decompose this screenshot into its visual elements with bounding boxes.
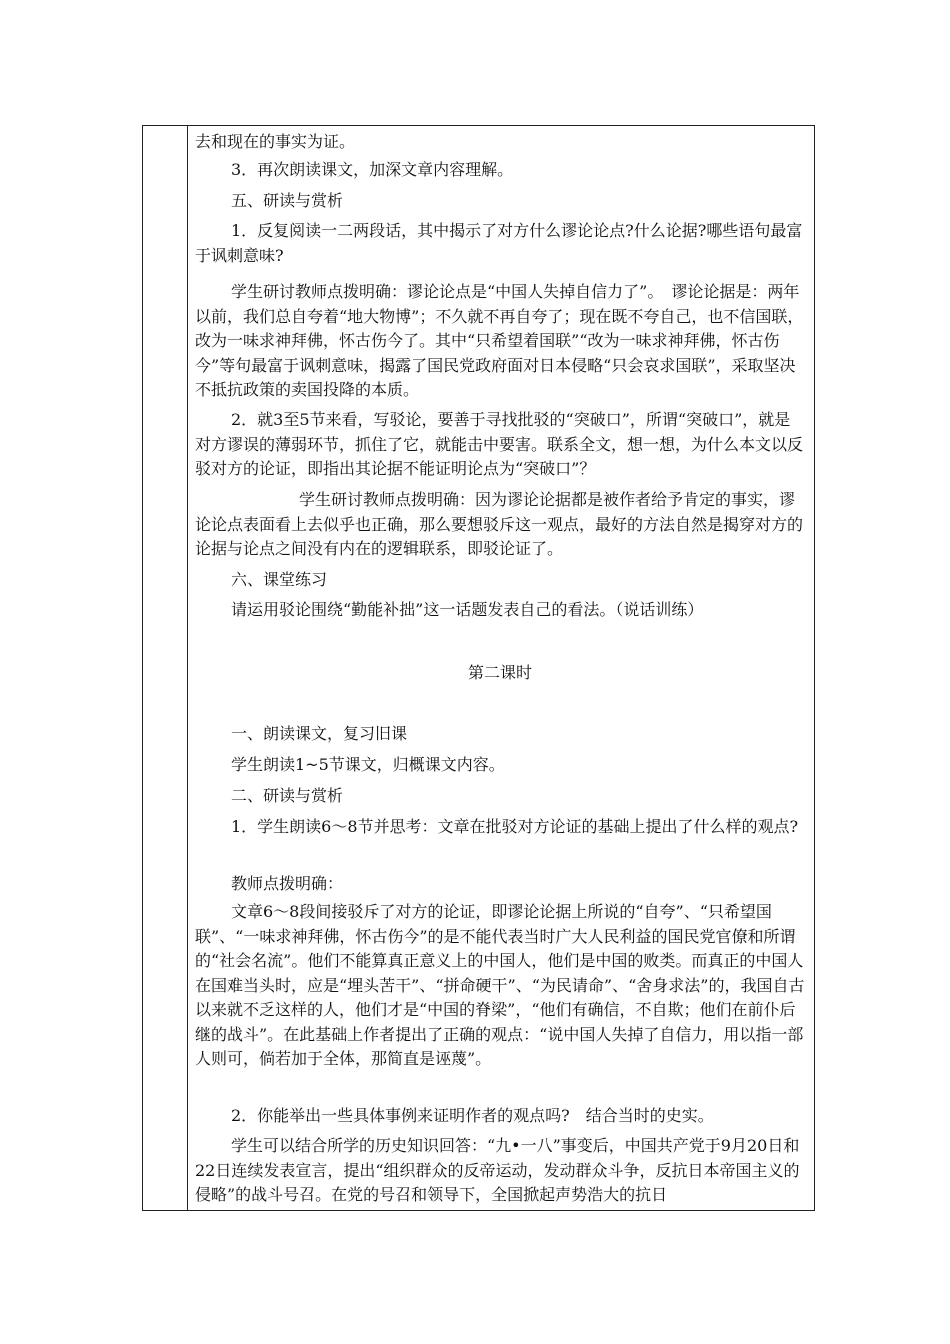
lesson-subtitle: 第二课时 [467,663,532,682]
paragraph: 学生研讨教师点拨明确：谬论论点是“中国人失掉自信力了”。 谬论论据是：两年以前，我们总自夸着“地大物博”；不久就不再自夸了；现在既不夸自己，也不信国联，改为一味求神拜佛，怀古伤今了。其中“只希望着国联”“改为一味求神拜佛，怀古伤今”等句最富于讽刺意味，揭露了国民党政府面对日本侵略“只会哀求国联”，采取坚决不抵抗政策的卖国投降的本质。 [195,282,804,399]
paragraph: 去和现在的事实为证。 [195,132,356,151]
left-column [143,126,188,1210]
section-heading: 二、研读与赏析 [231,786,344,805]
paragraph: 文章6～8段间接驳斥了对方的论证，即谬论论据上所说的“自夸”、“只希望国联”、“一味求神拜佛，怀古伤今”的是不能代表当时广大人民利益的国民党官僚和所谓的“社会名流”。他们不能算真正意义上的中国人，他们是中国的败类。而真正的中国人在国难当头时，应是“埋头苦干”、“拼命硬干”、“为民请命”、“舍身求法”的，我国自古以来就不乏这样的人，他们才是“中国的脊梁”，“他们有确信，不自欺；他们在前仆后继的战斗”。在此基础上作者提出了正确的观点：“说中国人失掉了自信力，用以指一部人则可，倘若加于全体，那简直是诬蔑”。 [195,902,805,1068]
paragraph: 3．再次朗读课文，加深文章内容理解。 [231,160,514,179]
paragraph: 2．就3至5节来看，写驳论，要善于寻找批驳的“突破口”，所谓“突破口”，就是对方谬误的薄弱环节，抓住了它，就能击中要害。联系全文，想一想，为什么本文以反驳对方的论证，即指出其论据不能证明论点为“突破口”？ [195,410,804,478]
paragraph: 学生可以结合所学的历史知识回答：“九•一八”事变后，中国共产党于9月20日和22日连续发表宣言，提出“组织群众的反帝运动，发动群众斗争，反抗日本帝国主义的侵略”的战斗号召。在党的号召和领导下，全国掀起声势浩大的抗日 [195,1136,800,1204]
section-heading: 六、课堂练习 [231,570,328,589]
paragraph: 1．学生朗读6～8节并思考：文章在批驳对方论证的基础上提出了什么样的观点? [231,817,799,836]
paragraph: 教师点拨明确： [231,874,344,893]
paragraph: 学生研讨教师点拨明确：因为谬论论据都是被作者给予肯定的事实，谬论论点表面看上去似乎也正确，那么要想驳斥这一观点，最好的方法自然是揭穿对方的论据与论点之间没有内在的逻辑联系，即驳论证了。 [195,490,804,558]
document-table [142,125,815,1211]
section-heading: 一、朗读课文，复习旧课 [231,724,408,743]
section-heading: 五、研读与赏析 [231,191,344,210]
paragraph: 请运用驳论围绕“勤能补拙”这一话题发表自己的看法。（说话训练） [231,600,704,619]
paragraph: 学生朗读1~5节课文，归概课文内容。 [231,755,505,774]
paragraph: 1．反复阅读一二两段话，其中揭示了对方什么谬论论点?什么论据?哪些语句最富于讽刺意味? [195,221,803,265]
paragraph: 2．你能举出一些具体事例来证明作者的观点吗? 结合当时的史实。 [231,1106,714,1125]
